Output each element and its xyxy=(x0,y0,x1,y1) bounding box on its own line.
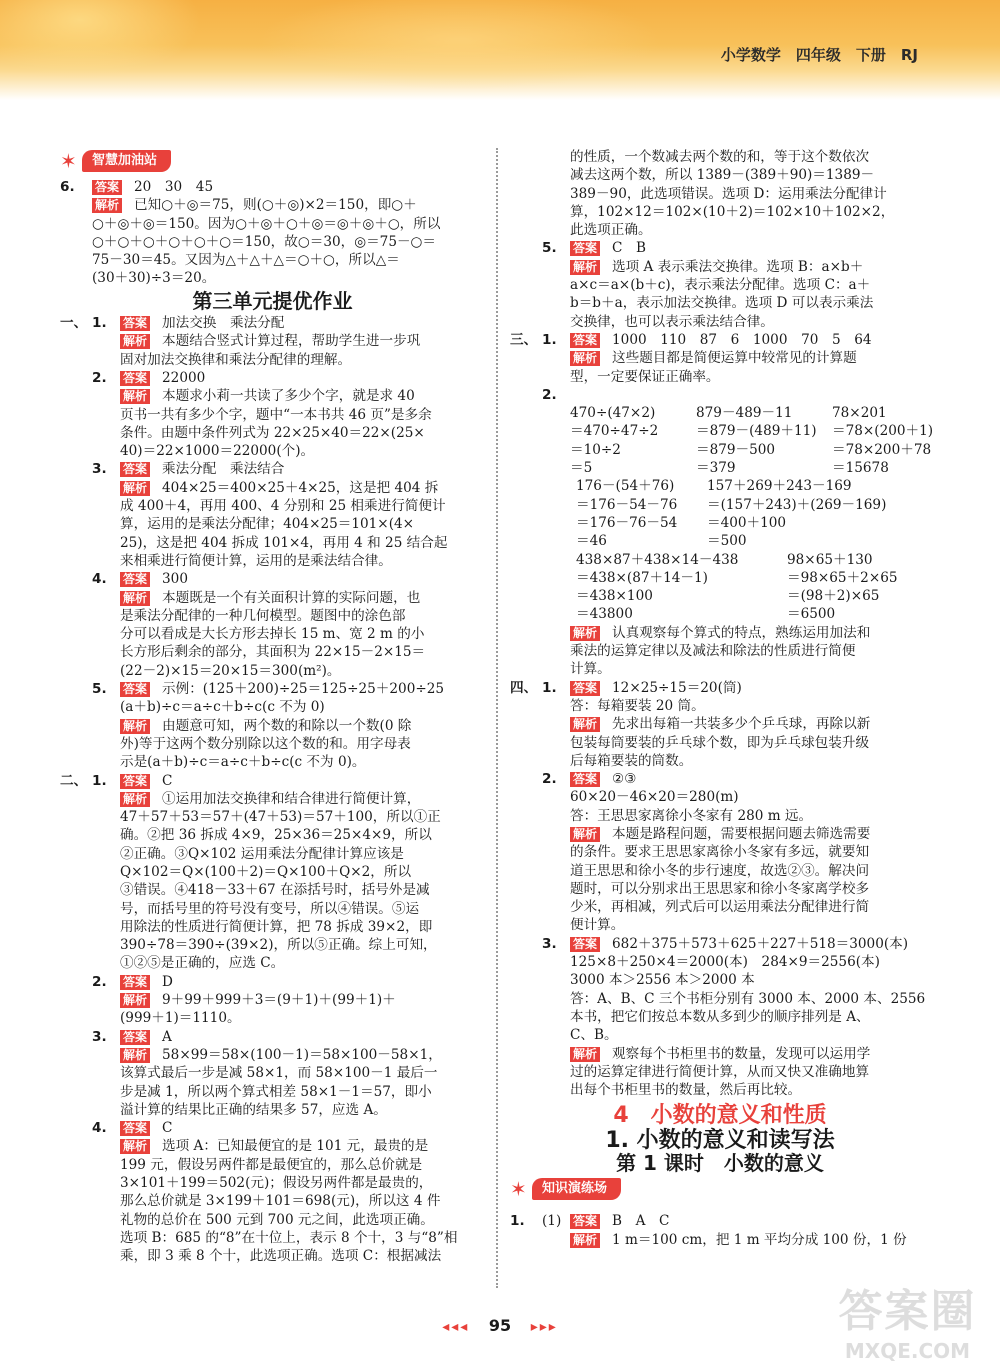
answer-label: 答案 xyxy=(120,572,150,587)
calc-cell: 78×201 xyxy=(832,405,887,422)
question-number: 1. xyxy=(542,331,557,348)
explain-line: 认真观察每个算式的特点，熟练运用加法和 xyxy=(612,624,871,641)
explain-line: 分可以看成是大长方形去掉长 15 m、宽 2 m 的小 xyxy=(120,626,425,643)
section-number: 二、 xyxy=(60,772,88,789)
explain-line: 此选项正确。 xyxy=(570,222,652,239)
answer-label: 答案 xyxy=(570,241,600,256)
answer-text: 示例：(125＋200)÷25＝125÷25＋200÷25 xyxy=(162,681,445,698)
explain-line: (22－2)×15＝20×15＝300(m²)。 xyxy=(120,662,341,679)
explain-line: 乘法的运算定律以及减法和除法的性质进行简便 xyxy=(570,643,856,660)
answer-text: 22000 xyxy=(162,369,206,386)
explain-line: 观察每个书柜里书的数量，发现可以运用学 xyxy=(612,1045,871,1062)
section-badge-boost xyxy=(60,150,171,172)
explain-line: 1 m＝100 cm，把 1 m 平均分成 100 份，1 份 xyxy=(612,1231,907,1248)
calc-cell: ＝6500 xyxy=(787,606,836,623)
explain-line: ②正确。③Q×102 运用乘法分配律计算应该是 xyxy=(120,845,404,862)
answer-text: C B xyxy=(612,240,646,257)
explain-line: 出每个书柜里书的数量，然后再比较。 xyxy=(570,1082,802,1099)
explain-line: 本题求小莉一共读了多少个字，就是求 40 xyxy=(162,388,415,405)
explain-line: 溢计算的结果比正确的结果多 57，应选 A。 xyxy=(120,1101,387,1118)
explain-line: ①运用加法交换律和结合律进行简便计算， xyxy=(162,790,421,807)
book-title: 小学数学 四年级 下册 RJ xyxy=(720,46,918,64)
watermark-logo xyxy=(825,1275,990,1365)
explain-label: 解析 xyxy=(120,993,150,1008)
explain-line: 的条件。要求王思思家离徐小冬家有多远，就要知 xyxy=(570,844,870,861)
explain-label: 解析 xyxy=(570,1047,600,1062)
answer-label: 答案 xyxy=(120,774,150,789)
explain-line: 外)等于这两个数分别除以这个数的和。用字母表 xyxy=(120,735,411,752)
explain-label: 解析 xyxy=(120,591,150,606)
explain-line: 计算。 xyxy=(570,661,611,678)
explain-line: 选项 B：685 的“8”在十位上，表示 8 个十，3 与“8”相 xyxy=(120,1229,458,1246)
period-title: 第 1 课时 小数的意义 xyxy=(616,1151,824,1176)
explain-label: 解析 xyxy=(570,827,600,842)
calc-cell: ＝98×65＋2×65 xyxy=(787,569,898,586)
explain-line: 这些题目都是简便运算中较常见的计算题 xyxy=(612,350,857,367)
explain-line: 由题意可知，两个数的和除以一个数(0 除 xyxy=(162,717,412,734)
calc-cell: 438×87＋438×14－438 xyxy=(576,551,739,568)
question-number: 2. xyxy=(92,369,107,386)
explain-label: 解析 xyxy=(570,626,600,641)
answer-text: D xyxy=(162,973,173,990)
calc-cell: ＝(157＋243)＋(269－169) xyxy=(707,496,887,513)
calc-block-1 xyxy=(510,404,934,477)
answer-text: 20 30 45 xyxy=(134,179,214,195)
explain-label: 解析 xyxy=(570,260,600,275)
star-icon: ✶ xyxy=(510,1177,527,1202)
explain-line: 来相乘进行简便计算，运用的是乘法结合律。 xyxy=(120,552,392,569)
question-number: 6. xyxy=(60,179,75,195)
answer-text: 682＋375＋573＋625＋227＋518＝3000(本) xyxy=(612,935,909,952)
explain-label: 解析 xyxy=(120,334,150,349)
badge-text: 智慧加油站 xyxy=(82,150,171,172)
explain-line: 那么总价就是 3×199＋101＝698(元)，所以这 4 件 xyxy=(120,1193,441,1210)
explain-line: 少米，再相减，列式后可以运用乘法分配律进行简 xyxy=(570,899,870,916)
explain-line: 条件。由题中条件列式为 22×25×40＝22×(25× xyxy=(120,424,425,441)
section-number: 三、 xyxy=(510,331,538,348)
answer-label: 答案 xyxy=(570,333,600,348)
calc-cell: ＝879－500 xyxy=(696,441,776,458)
explain-line: 道王思思和徐小冬的步行速度，故选②③。解决问 xyxy=(570,862,870,879)
explain-line: 25)，这是把 404 拆成 101×4，再用 4 和 25 结合起 xyxy=(120,534,448,551)
explain-line: 固对加法交换律和乘法分配律的理解。 xyxy=(120,351,352,368)
answer-label: 答案 xyxy=(120,1030,150,1045)
calc-cell: 470÷(47×2) xyxy=(570,405,656,422)
explain-line: 选项 A 表示乘法交换律。选项 B：a×b＋ xyxy=(612,258,864,275)
answer-label: 答案 xyxy=(120,975,150,990)
answer-label: 答案 xyxy=(570,1214,600,1229)
answer-label: 答案 xyxy=(120,462,150,477)
answer-text: 125×8＋250×4＝2000(本) 284×9＝2556(本) xyxy=(570,954,880,971)
explain-line: 47＋57＋53＝57＋(47＋53)＝57＋100，所以①正 xyxy=(120,809,441,826)
prev-arrows-icon: ◂◂◂ xyxy=(442,1319,470,1335)
explain-line: ①②⑤是正确的，应选 C。 xyxy=(120,955,285,972)
question-number: 3. xyxy=(542,935,557,952)
sub-number: (1) xyxy=(542,1213,562,1230)
explain-line: 减去这两个数，所以 1389－(389＋90)＝1389－ xyxy=(570,167,875,184)
answer-label: 答案 xyxy=(120,682,150,697)
explain-line: 算，102×12＝102×(10＋2)＝102×10＋102×2， xyxy=(570,203,895,220)
calc-cell: 157＋269＋243－169 xyxy=(707,478,852,495)
explain-label: 解析 xyxy=(120,481,150,496)
answer-label: 答案 xyxy=(92,180,122,195)
explain-line: 确。②把 36 拆成 4×9，25×36＝25×4×9，所以 xyxy=(120,827,432,844)
calc-cell: ＝400＋100 xyxy=(707,514,787,531)
answer-text: C xyxy=(162,1120,173,1137)
explain-line: 步是减 1，所以两个算式相差 58×1－1＝57，即小 xyxy=(120,1083,432,1100)
header-banner xyxy=(0,0,1000,100)
explain-line: 3×101＋199＝502(元)；假设另两件都是最贵的， xyxy=(120,1175,433,1192)
calc-cell: 176－(54＋76) xyxy=(576,478,675,495)
explain-line: 该算式最后一步是减 58×1，而 58×100－1 最后一 xyxy=(120,1065,438,1082)
star-icon: ✶ xyxy=(60,149,77,173)
calc-block-3 xyxy=(510,551,930,624)
explain-line: 40)＝22×1000＝22000(个)。 xyxy=(120,443,315,460)
question-number: 5. xyxy=(92,681,107,698)
right-column xyxy=(510,148,934,1249)
answer-text: C、B。 xyxy=(570,1027,618,1044)
explain-line: 题时，可以分别求出王思思家和徐小冬家离学校多 xyxy=(570,880,870,897)
explain-line: 先求出每箱一共装多少个乒乓球，再除以新 xyxy=(612,716,871,733)
explain-line: (30＋30)÷3＝20。 xyxy=(92,270,216,287)
calc-cell: ＝379 xyxy=(696,460,736,477)
calc-cell: 98×65＋130 xyxy=(787,551,873,568)
question-number: 4. xyxy=(92,571,107,588)
column-divider xyxy=(496,148,498,1288)
answer-label: 答案 xyxy=(570,772,600,787)
explain-line: 199 元，假设另两件都是最便宜的，那么总价就是 xyxy=(120,1156,423,1173)
left-column xyxy=(60,148,485,1266)
explain-line: 成 400＋4，再用 400、4 分别和 25 相乘进行简便计 xyxy=(120,498,446,515)
answer-text: A xyxy=(162,1028,172,1045)
answer-text: 1000 110 87 6 1000 70 5 64 xyxy=(612,331,872,348)
calc-cell: ＝176－54－76 xyxy=(576,496,678,513)
calc-cell: ＝78×(200＋1) xyxy=(832,423,934,440)
explain-line: 算，运用的是乘法分配律；404×25＝101×(4× xyxy=(120,516,415,533)
calc-cell: ＝470÷47÷2 xyxy=(570,423,659,440)
explain-label: 解析 xyxy=(120,389,150,404)
question-number: 4. xyxy=(92,1120,107,1137)
calc-block-2 xyxy=(510,477,930,550)
question-number: 1. xyxy=(92,772,107,789)
explain-line: 礼物的总价在 500 元到 700 元之间，此选项正确。 xyxy=(120,1211,434,1228)
answer-text: 乘法分配 乘法结合 xyxy=(162,461,285,478)
calc-cell: ＝438×(87＋14－1) xyxy=(576,569,708,586)
section-number: 一、 xyxy=(60,315,88,332)
answer-text: ②③ xyxy=(612,771,637,788)
explain-line: 长方形后剩余的部分，其面积为 22×15－2×15＝ xyxy=(120,644,426,661)
explain-line: 本题既是一个有关面积计算的实际问题，也 xyxy=(162,589,421,606)
answer-text: 本书，把它们按总本数从多到少的顺序排列是 A、 xyxy=(570,1008,870,1025)
answer-text: 加法交换 乘法分配 xyxy=(162,315,285,332)
question-number: 3. xyxy=(92,461,107,478)
question-number: 1. xyxy=(92,315,107,332)
explain-label: 解析 xyxy=(92,198,122,213)
calc-cell: ＝78×200＋78 xyxy=(832,441,932,458)
next-arrows-icon: ▸▸▸ xyxy=(530,1319,558,1335)
explain-line: 本题结合竖式计算过程，帮助学生进一步巩 xyxy=(162,333,421,350)
explain-line: (999＋1)＝1110。 xyxy=(120,1010,241,1027)
answer-text: 3000 本＞2556 本＞2000 本 xyxy=(570,972,755,989)
explain-line: 便计算。 xyxy=(570,917,625,934)
explain-line: b＝b＋a，表示加法交换律。选项 D 可以表示乘法 xyxy=(570,295,874,312)
explain-label: 解析 xyxy=(120,1139,150,1154)
calc-cell: ＝15678 xyxy=(832,460,889,477)
explain-line: 本题是路程问题，需要根据问题去筛选需要 xyxy=(612,825,871,842)
answer-label: 答案 xyxy=(120,316,150,331)
calc-cell: ＝10÷2 xyxy=(570,441,621,458)
explain-line: 390÷78＝390÷(39×2)，所以⑤正确。综上可知， xyxy=(120,937,437,954)
explain-line: ○＋◎＋◎＝150。因为○＋◎＋○＋◎＝◎＋◎＋○，所以 xyxy=(92,215,441,232)
section-number: 四、 xyxy=(510,679,538,696)
answer-text: 答：每箱要装 20 筒。 xyxy=(570,697,705,714)
answer-label: 答案 xyxy=(570,681,600,696)
question-number: 2. xyxy=(92,973,107,990)
explain-line: 用除法的性质进行简便计算，把 78 拆成 39×2，即 xyxy=(120,918,433,935)
answer-text: (a＋b)÷c＝a÷c＋b÷c(c 不为 0) xyxy=(120,699,325,716)
explain-label: 解析 xyxy=(570,351,600,366)
explain-line: 乘，即 3 乘 8 个十，此选项正确。选项 C：根据减法 xyxy=(120,1248,442,1265)
calc-cell: ＝438×100 xyxy=(576,588,653,605)
calc-cell: ＝176－76－54 xyxy=(576,514,678,531)
answer-text: 答：王思思家离徐小冬家有 280 m 远。 xyxy=(570,807,813,824)
explain-line: 404×25＝400×25＋4×25，这是把 404 拆 xyxy=(162,479,439,496)
answer-label: 答案 xyxy=(570,937,600,952)
explain-label: 解析 xyxy=(570,1233,600,1248)
explain-label: 解析 xyxy=(120,792,150,807)
calc-cell: ＝43800 xyxy=(576,606,633,623)
explain-line: 是乘法分配律的一种几何模型。题图中的涂色部 xyxy=(120,607,406,624)
explain-line: 9＋99＋999＋3＝(9＋1)＋(99＋1)＋ xyxy=(162,992,396,1009)
explain-line: 型，一定要保证正确率。 xyxy=(570,368,720,385)
explain-line: 的性质，一个数减去两个数的和，等于这个数依次 xyxy=(570,149,870,165)
explain-line: 过的运算定律进行简便计算，从而又快又准确地算 xyxy=(570,1063,870,1080)
calc-cell: ＝46 xyxy=(576,533,607,550)
explain-line: 号，而括号里的符号没有变号，所以④错误。⑤运 xyxy=(120,900,420,917)
answer-text: B A C xyxy=(612,1213,670,1230)
question-number: 2. xyxy=(542,386,557,403)
question-number: 3. xyxy=(92,1028,107,1045)
explain-line: 选项 A：已知最便宜的是 101 元，最贵的是 xyxy=(162,1138,429,1155)
page-number: 95 xyxy=(488,1316,512,1335)
answer-text: 12×25÷15＝20(筒) xyxy=(612,679,742,696)
explain-label: 解析 xyxy=(570,717,600,732)
explain-line: 包装每筒要装的乒乓球个数，即为乒乓球包装升级 xyxy=(570,734,870,751)
explain-line: ○＋○＋○＋○＋○＋○＝150，故○＝30，◎＝75－○＝ xyxy=(92,233,437,250)
explain-line: 页书一共有多少个字，题中“一本书共 46 页”是多余 xyxy=(120,406,432,423)
explain-line: Q×102＝Q×(100＋2)＝Q×100＋Q×2，所以 xyxy=(120,863,412,880)
explain-line: 58×99＝58×(100－1)＝58×100－58×1， xyxy=(162,1046,442,1063)
question-number: 1. xyxy=(542,679,557,696)
answer-label: 答案 xyxy=(120,1121,150,1136)
calc-cell: ＝(98＋2)×65 xyxy=(787,588,880,605)
explain-line: ③错误。④418－33＋67 在添括号时，括号外是减 xyxy=(120,882,430,899)
watermark-main: 答案圈 xyxy=(838,1286,977,1337)
explain-line: 后每箱要装的筒数。 xyxy=(570,752,693,769)
explain-line: 示是(a＋b)÷c＝a÷c＋b÷c(c 不为 0)。 xyxy=(120,754,366,771)
question-number: 2. xyxy=(542,771,557,788)
calc-cell: ＝500 xyxy=(707,533,747,550)
explain-line: 389－90，此选项错误。选项 D：运用乘法分配律计 xyxy=(570,185,887,202)
question-6 xyxy=(60,178,485,288)
lesson-title: 1. 小数的意义和读写法 xyxy=(605,1127,835,1153)
calc-cell: ＝879－(489＋11) xyxy=(696,423,817,440)
explain-line: 交换律，也可以表示乘法结合律。 xyxy=(570,313,774,330)
answer-text: 答：A、B、C 三个书柜分别有 3000 本、2000 本、2556 xyxy=(570,990,926,1007)
section-badge-drill xyxy=(510,1178,621,1200)
question-number: 1. xyxy=(510,1213,525,1230)
unit-title: 第三单元提优作业 xyxy=(192,288,353,313)
answer-label: 答案 xyxy=(120,371,150,386)
calc-cell: ＝5 xyxy=(570,460,593,477)
chapter-title: 4 小数的意义和性质 xyxy=(613,1103,827,1129)
explain-label: 解析 xyxy=(120,1048,150,1063)
question-number: 5. xyxy=(542,240,557,257)
calc-cell: 879－489－11 xyxy=(696,405,793,422)
explain-line: a×c＝a×(b＋c)，表示乘法分配律。选项 C：a＋ xyxy=(570,277,871,294)
answer-text: 300 xyxy=(162,571,188,588)
answer-text: C xyxy=(162,772,173,789)
explain-line: 已知○＋◎＝75，则(○＋◎)×2＝150，即○＋ xyxy=(134,197,417,214)
badge-text: 知识演练场 xyxy=(532,1178,621,1200)
answer-text: 60×20－46×20＝280(m) xyxy=(570,789,739,806)
watermark-sub: MXQE.COM xyxy=(844,1339,971,1363)
explain-line: 75－30＝45。又因为△＋△＋△＝○＋○，所以△＝ xyxy=(92,252,400,269)
explain-label: 解析 xyxy=(120,719,150,734)
